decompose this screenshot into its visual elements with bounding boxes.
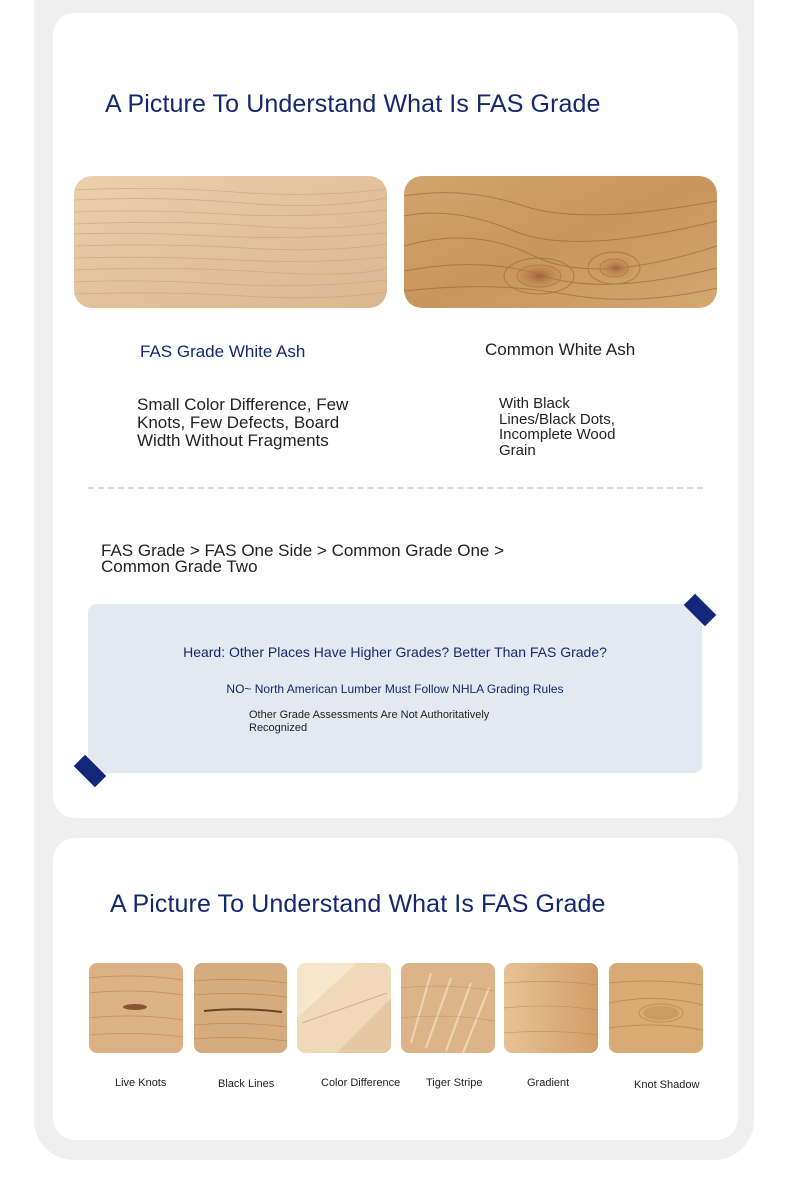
black-lines-caption: Black Lines	[218, 1078, 275, 1090]
notice-heading: Heard: Other Places Have Higher Grades? Better Than FAS Grade?	[183, 644, 607, 660]
notice-note: Other Grade Assessments Are Not Authoritatively Recognized	[249, 709, 490, 734]
tiger-stripe-image	[401, 963, 495, 1053]
common-grade-wood-image	[404, 176, 717, 308]
tiger-stripe-caption: Tiger Stripe	[426, 1077, 483, 1089]
color-difference-image	[297, 963, 391, 1053]
section2-title: A Picture To Understand What Is FAS Grade	[110, 890, 606, 918]
color-difference-caption: Color Difference	[321, 1077, 401, 1089]
common-grade-description: With Black Lines/Black Dots, Incomplete Wood Grain	[499, 395, 616, 459]
fas-grade-label: FAS Grade White Ash	[140, 342, 306, 361]
fas-grade-wood-image	[74, 176, 387, 308]
gradient-image	[504, 963, 598, 1053]
notice-answer: NO~ North American Lumber Must Follow NHLA Grading Rules	[226, 682, 564, 696]
live-knots-image	[89, 963, 183, 1053]
black-lines-image	[194, 963, 287, 1053]
knot-shadow-image	[609, 963, 703, 1053]
notice-box	[88, 604, 702, 773]
gradient-caption: Gradient	[527, 1077, 570, 1089]
knot-shadow-caption: Knot Shadow	[634, 1079, 700, 1091]
section1-title: A Picture To Understand What Is FAS Grade	[105, 90, 601, 118]
fas-grade-description: Small Color Difference, Few Knots, Few Defects, Board Width Without Fragments	[137, 395, 349, 450]
common-grade-label: Common White Ash	[485, 340, 636, 359]
section-divider	[88, 487, 703, 489]
live-knots-caption: Live Knots	[115, 1077, 167, 1089]
grade-order-text: FAS Grade > FAS One Side > Common Grade One > Common Grade Two	[101, 541, 505, 576]
